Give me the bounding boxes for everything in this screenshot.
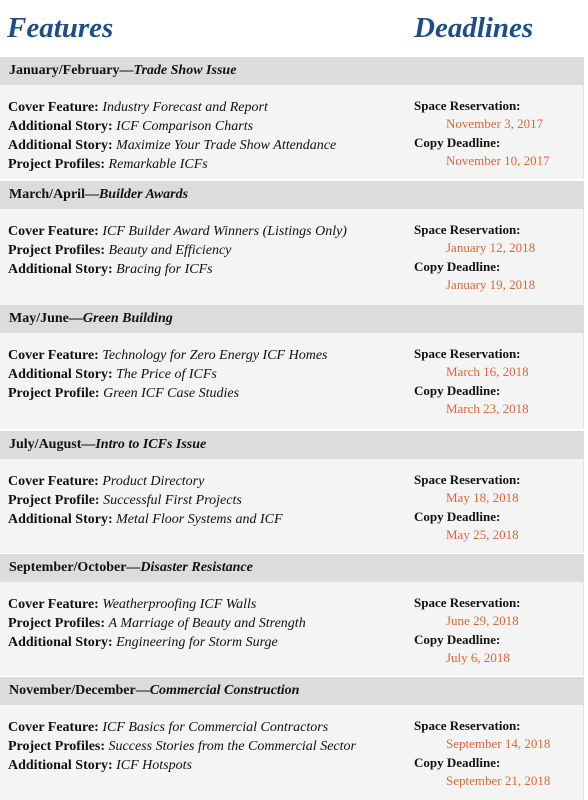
- story-list: [8, 472, 283, 529]
- story-item: [8, 155, 336, 174]
- issue-header: [0, 57, 584, 85]
- story-item: [8, 614, 306, 633]
- story-item: [8, 346, 328, 365]
- issue-period: July/August—: [9, 437, 96, 452]
- story-label: Project Profile:: [8, 386, 100, 401]
- copy-deadline-label: Copy Deadline:: [414, 509, 501, 524]
- space-reservation-date: September 14, 2018: [446, 736, 551, 751]
- issue-section-jul-aug: [0, 431, 584, 553]
- issue-header: [0, 677, 584, 705]
- issue-body: [0, 459, 584, 553]
- story-item: [8, 222, 347, 241]
- page-header: [0, 0, 588, 56]
- copy-deadline-label: Copy Deadline:: [414, 259, 501, 274]
- story-label: Additional Story:: [8, 367, 113, 382]
- story-title: Bracing for ICFs: [116, 262, 213, 277]
- story-title: Weatherproofing ICF Walls: [102, 597, 257, 612]
- copy-deadline-date: November 10, 2017: [446, 153, 550, 168]
- issue-body: [0, 85, 584, 179]
- story-item: [8, 718, 356, 737]
- story-label: Project Profiles:: [8, 157, 106, 172]
- issue-section-jan-feb: [0, 57, 584, 179]
- story-item: [8, 260, 347, 279]
- deadline-block: [414, 221, 535, 295]
- deadline-block: [414, 717, 550, 791]
- story-title: Successful First Projects: [103, 493, 242, 508]
- story-label: Cover Feature:: [8, 348, 99, 363]
- story-label: Project Profile:: [8, 493, 100, 508]
- space-reservation-label: Space Reservation:: [414, 718, 521, 733]
- story-title: Maximize Your Trade Show Attendance: [116, 138, 337, 153]
- copy-deadline-date: September 21, 2018: [446, 773, 551, 788]
- issue-theme: Builder Awards: [98, 187, 189, 202]
- space-reservation-date: November 3, 2017: [446, 116, 544, 131]
- story-title: Industry Forecast and Report: [102, 100, 268, 115]
- story-title: Remarkable ICFs: [108, 157, 208, 172]
- issue-section-nov-dec: [0, 677, 584, 800]
- story-item: [8, 510, 283, 529]
- issue-header: [0, 554, 584, 582]
- copy-deadline-label: Copy Deadline:: [414, 383, 501, 398]
- issue-section-sep-oct: [0, 554, 584, 676]
- story-label: Additional Story:: [8, 512, 113, 527]
- story-label: Additional Story:: [8, 758, 113, 773]
- space-reservation-label: Space Reservation:: [414, 222, 521, 237]
- story-label: Cover Feature:: [8, 720, 99, 735]
- story-item: [8, 241, 347, 260]
- story-item: [8, 365, 328, 384]
- space-reservation-date: June 29, 2018: [446, 613, 519, 628]
- story-label: Project Profiles:: [8, 616, 106, 631]
- issue-theme: Green Building: [82, 311, 173, 326]
- story-item: [8, 595, 306, 614]
- issue-section-mar-apr: [0, 181, 584, 305]
- story-item: [8, 756, 356, 775]
- story-label: Cover Feature:: [8, 224, 99, 239]
- story-list: [8, 718, 356, 775]
- story-label: Additional Story:: [8, 635, 113, 650]
- story-title: ICF Hotspots: [116, 758, 192, 773]
- story-title: Green ICF Case Studies: [103, 386, 240, 401]
- story-label: Additional Story:: [8, 262, 113, 277]
- copy-deadline-date: March 23, 2018: [446, 401, 529, 416]
- issue-theme: Trade Show Issue: [133, 63, 237, 78]
- story-label: Cover Feature:: [8, 474, 99, 489]
- story-item: [8, 136, 336, 155]
- issue-header: [0, 431, 584, 459]
- story-label: Project Profiles:: [8, 739, 106, 754]
- story-item: [8, 472, 283, 491]
- issue-period: May/June—: [9, 311, 83, 326]
- copy-deadline-date: January 19, 2018: [446, 277, 536, 292]
- issue-period: September/October—: [9, 560, 141, 575]
- space-reservation-date: March 16, 2018: [446, 364, 529, 379]
- space-reservation-label: Space Reservation:: [414, 472, 521, 487]
- story-item: [8, 117, 336, 136]
- story-item: [8, 491, 283, 510]
- story-item: [8, 737, 356, 756]
- story-title: Metal Floor Systems and ICF: [116, 512, 283, 527]
- issue-section-may-jun: [0, 305, 584, 429]
- story-title: ICF Basics for Commercial Contractors: [102, 720, 329, 735]
- issue-header: [0, 181, 584, 209]
- issue-body: [0, 582, 584, 676]
- issue-theme: Commercial Construction: [149, 683, 300, 698]
- story-list: [8, 346, 328, 403]
- story-title: ICF Builder Award Winners (Listings Only): [102, 224, 347, 239]
- space-reservation-label: Space Reservation:: [414, 98, 521, 113]
- copy-deadline-label: Copy Deadline:: [414, 632, 501, 647]
- story-list: [8, 595, 306, 652]
- deadline-block: [414, 471, 521, 545]
- story-label: Additional Story:: [8, 138, 113, 153]
- issue-body: [0, 209, 584, 305]
- story-item: [8, 384, 328, 403]
- story-title: Engineering for Storm Surge: [116, 635, 278, 650]
- copy-deadline-date: May 25, 2018: [446, 527, 519, 542]
- story-label: Additional Story:: [8, 119, 113, 134]
- issue-header: [0, 305, 584, 333]
- story-list: [8, 222, 347, 279]
- issue-period: January/February—: [9, 63, 134, 78]
- space-reservation-label: Space Reservation:: [414, 346, 521, 361]
- deadline-block: [414, 594, 521, 668]
- story-list: [8, 98, 336, 174]
- story-title: ICF Comparison Charts: [116, 119, 254, 134]
- deadline-block: [414, 97, 550, 171]
- issue-period: March/April—: [9, 187, 99, 202]
- space-reservation-date: January 12, 2018: [446, 240, 536, 255]
- copy-deadline-label: Copy Deadline:: [414, 755, 501, 770]
- story-label: Cover Feature:: [8, 100, 99, 115]
- story-title: The Price of ICFs: [116, 367, 217, 382]
- story-item: [8, 633, 306, 652]
- story-title: Technology for Zero Energy ICF Homes: [102, 348, 328, 363]
- space-reservation-date: May 18, 2018: [446, 490, 519, 505]
- story-title: Product Directory: [102, 474, 205, 489]
- story-item: [8, 98, 336, 117]
- deadlines-heading: Deadlines: [414, 12, 534, 44]
- space-reservation-label: Space Reservation:: [414, 595, 521, 610]
- deadline-block: [414, 345, 529, 419]
- story-label: Cover Feature:: [8, 597, 99, 612]
- features-heading: Features: [7, 12, 114, 44]
- issue-body: [0, 705, 584, 800]
- copy-deadline-date: July 6, 2018: [446, 650, 510, 665]
- issue-body: [0, 333, 584, 429]
- issue-theme: Intro to ICFs Issue: [95, 437, 207, 452]
- copy-deadline-label: Copy Deadline:: [414, 135, 501, 150]
- story-title: Beauty and Efficiency: [108, 243, 232, 258]
- issue-period: November/December—: [9, 683, 150, 698]
- story-title: A Marriage of Beauty and Strength: [108, 616, 306, 631]
- story-title: Success Stories from the Commercial Sector: [108, 739, 356, 754]
- issue-theme: Disaster Resistance: [140, 560, 253, 575]
- story-label: Project Profiles:: [8, 243, 106, 258]
